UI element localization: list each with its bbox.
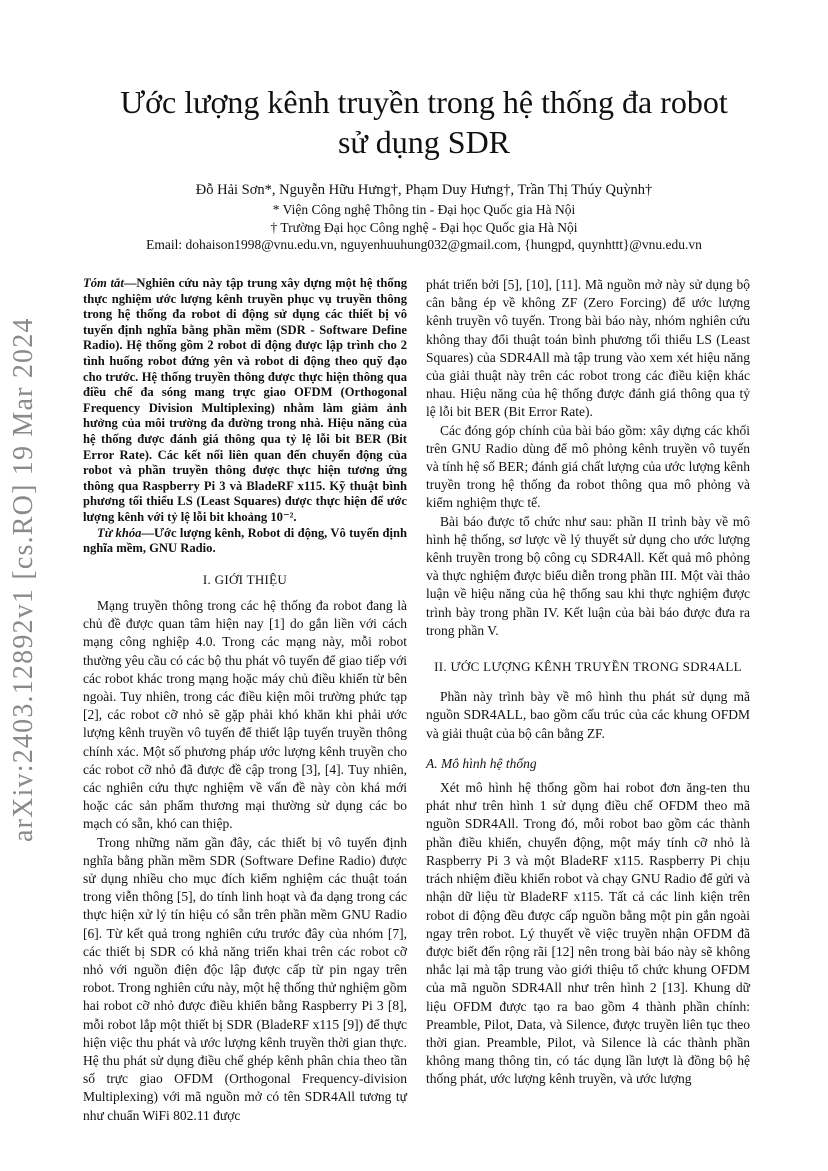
affiliation-1: * Viện Công nghệ Thông tin - Đại học Quốc gia Hà Nội xyxy=(272,202,576,217)
email-line: Email: dohaison1998@vnu.edu.vn, nguyenhuuhung032@gmail.com, {hungpd, quynhttt}@vnu.edu.vn xyxy=(146,237,702,252)
abstract-text: —Nghiên cứu này tập trung xây dựng một hệ thống thực nghiệm ước lượng kênh truyền phục vụ truyền thông trong hệ thống đa robot di động sử dụng các thiết bị vô tuyến định nghĩa bằng phần mềm (SDR - Software Define Radio). Hệ thống gồm 2 robot di động được lập trình cho 2 tình huống robot đứng yên và robot di động theo quỹ đạo cho trước. Hệ thống truyền thông được thực hiện thông qua điều chế đa sóng mang trực giao OFDM (Orthogonal Frequency Division Multiplexing) nhằm làm giảm ảnh hưởng của môi trường đa đường trong nhà. Hiệu năng của hệ thống được đánh giá thông qua tỷ lệ lỗi bit BER (Bit Error Rate). Các kết nối liên quan đến chuyển động của robot và phần truyền thông được thực hiện tương ứng thông qua Raspberry Pi 3 và BladeRF x115. Kỹ thuật bình phương tối thiểu LS (Least Squares) được thực hiện để ước lượng kênh với tỷ lệ lỗi bit khoảng 10⁻². xyxy=(83,276,408,524)
section-heading-intro: I. GIỚI THIỆU xyxy=(202,571,288,587)
title-line-2: sử dụng SDR xyxy=(337,124,511,160)
author-list: Đỗ Hải Sơn*, Nguyễn Hữu Hưng†, Phạm Duy Hưng†, Trần Thị Thúy Quỳnh† xyxy=(195,182,653,198)
paragraph-intro-2-cont: phát triển bởi [5], [10], [11]. Mã nguồn mở này sử dụng bộ cân bằng ép về không ZF (Zero Forcing) để ước lượng kênh truyền vô tuyến. Trong bài báo này, nhóm nghiên cứu không thay đổi thuật toán bình phương tối thiểu LS (Least Squares) của SDR4All mà tập trung vào xem xét hiệu năng của giải thuật này trên các robot trong các điều kiện khác nhau. Hiệu năng của hệ thống được đánh giá thông qua tỷ lệ lỗi bit BER (Bit Error Rate). xyxy=(426,277,750,420)
paragraph-contributions: Các đóng góp chính của bài báo gồm: xây dựng các khối trên GNU Radio dùng để mô phỏng kênh truyền vô tuyến và tính hệ số BER; đánh giá chất lượng của ước lượng kênh truyền trong hệ thống đa robot thông qua mô phỏng và kiểm nghiệm thực tế. xyxy=(426,422,750,511)
abstract-label: Tóm tắt xyxy=(83,276,124,290)
section-heading-channel-estimation: II. ƯỚC LƯỢNG KÊNH TRUYỀN TRONG SDR4ALL xyxy=(434,659,742,675)
affiliation-2: † Trường Đại học Công nghệ - Đại học Quốc gia Hà Nội xyxy=(270,220,578,235)
left-column xyxy=(83,276,407,1125)
paragraph-organization: Bài báo được tổ chức như sau: phần II trình bày về mô hình hệ thống, sơ lược về lý thuyết sử dụng cho ước lượng kênh truyền trong bộ công cụ SDR4All. Kết quả mô phỏng và thực nghiệm được biểu diễn trong phần III. Một vài thảo luận về hiệu năng của hệ thống sau khi thực nghiệm được trình bày trong phần IV. Kết luận của bài báo được đưa ra trong phần V. xyxy=(426,513,750,638)
arxiv-identifier: arXiv:2403.12892v1 [cs.RO] 19 Mar 2024 xyxy=(8,317,39,842)
keywords xyxy=(83,526,407,557)
paragraph-section2-intro: Phần này trình bày về mô hình thu phát sử dụng mã nguồn SDR4ALL, bao gồm cấu trúc của các khung OFDM và giải thuật của bộ cân bằng ZF. xyxy=(426,689,750,741)
keywords-label: Từ khóa xyxy=(97,525,142,540)
paragraph-system-model: Xét mô hình hệ thống gồm hai robot đơn ăng-ten thu phát như trên hình 1 sử dụng điều chế OFDM theo mã nguồn SDR4All. Trong đó, mỗi robot bao gồm các thành phần điều khiển, chuyển động, một máy tính cỡ nhỏ là Raspberry Pi 3 và một BladeRF x115. Raspberry Pi chịu trách nhiệm điều khiển robot và chạy GNU Radio để gửi và nhận dữ liệu từ BladeRF x115. Tất cả các linh kiện trên robot di động đều được cấp nguồn bằng một pin gắn ngoài ngay trên robot. Lý thuyết về việc truyền nhận OFDM đã được biết đến rộng rãi [12] nên trong bài báo này sẽ không nhắc lại mà tập trung vào giới thiệu tổ chức khung OFDM của mã nguồn SDR4All như trên hình 2 [13]. Khung dữ liệu OFDM được tạo ra bao gồm 4 thành phần chính: Preamble, Pilot, Data, và Silence, được truyền liên tục theo thời gian. Preamble, Pilot, và Silence là các thành phần không mang thông tin, có tác dụng lần lượt là đồng bộ hệ thống phát, ước lượng kênh truyền, và ước lượng xyxy=(426,780,750,1087)
abstract xyxy=(83,276,407,526)
subsection-heading-system-model: A. Mô hình hệ thống xyxy=(426,755,537,771)
title-line-1: Ước lượng kênh truyền trong hệ thống đa robot xyxy=(120,84,728,120)
paragraph-intro-2: Trong những năm gần đây, các thiết bị vô tuyến định nghĩa bằng phần mềm SDR (Software Define Radio) được sử dụng nhiều cho mục đích kiểm nghiệm các thuật toán trong viễn thông [5], do tính linh hoạt và đa dạng trong các thực hiện xử lý tín hiệu có sẵn trên phần mềm GNU Radio [6]. Từ kết quả trong nghiên cứu trước đây của nhóm [7], các thiết bị SDR có khả năng triển khai trên các robot cỡ nhỏ với nguồn điện độc lập được cấp từ pin ngay trên robot. Trong nghiên cứu này, một hệ thống thử nghiệm gồm hai robot cỡ nhỏ được điều khiển bằng Raspberry Pi 3 [8], mỗi robot lắp một thiết bị SDR (BladeRF x115 [9]) để thực hiện việc thu phát và ước lượng kênh truyền thời gian thực. Hệ thu phát sử dụng điều chế ghép kênh phân chia theo tần số trực giao OFDM (Orthogonal Frequency-division Multiplexing) với mã nguồn mở có tên SDR4All tương tự như chuẩn WiFi 802.11 được xyxy=(83,834,407,1123)
paragraph-intro-1: Mạng truyền thông trong các hệ thống đa robot đang là chủ đề được quan tâm hiện nay [1] do gắn liền với cách mạng công nghiệp 4.0. Trong các mạng này, mỗi robot thường yêu cầu có các bộ thu phát vô tuyến để giao tiếp với các robot khác trong mạng hoặc máy chủ điều khiển từ bên ngoài. Tuy nhiên, trong các điều kiện môi trường phức tạp [2], các robot cỡ nhỏ sẽ gặp phải khó khăn khi phải ước lượng kênh truyền vô tuyến để thiết lập tuyến truyền thông chính xác. Một số phương pháp ước lượng kênh truyền cho các robot cỡ nhỏ đã được đề cập trong [3], [4]. Tuy nhiên, các nghiên cứu thực nghiệm về vấn đề này còn khá mới hoặc các sản phẩm thương mại thường sử dụng các bo mạch có sẵn, khó can thiệp. xyxy=(83,597,407,832)
keywords-text: —Ước lượng kênh, Robot di động, Vô tuyến định nghĩa mềm, GNU Radio. xyxy=(83,525,407,556)
right-column xyxy=(426,276,750,1089)
paper-title xyxy=(60,82,788,162)
